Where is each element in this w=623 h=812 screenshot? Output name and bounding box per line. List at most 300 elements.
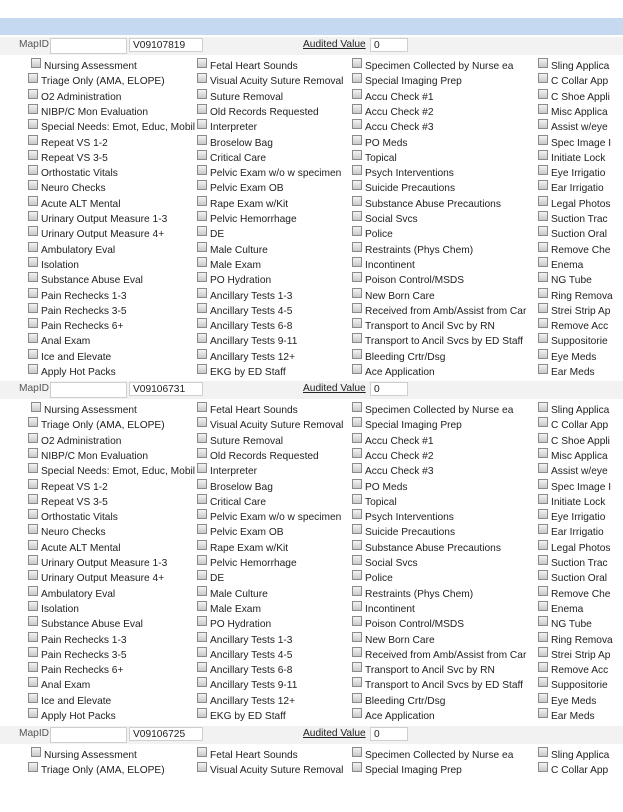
checkbox-label: Restraints (Phys Chem) — [365, 244, 474, 256]
checkbox[interactable] — [28, 333, 38, 343]
checkbox[interactable] — [28, 540, 38, 550]
checkbox[interactable] — [28, 463, 38, 473]
checkbox-label: Eye Meds — [551, 695, 597, 707]
checkbox[interactable] — [28, 448, 38, 458]
checkbox[interactable] — [28, 303, 38, 313]
checkbox[interactable] — [352, 747, 362, 757]
checkbox-label: Broselow Bag — [210, 481, 273, 493]
checkbox[interactable] — [28, 433, 38, 443]
checkbox[interactable] — [538, 349, 548, 359]
checkbox[interactable] — [538, 433, 548, 443]
checkbox[interactable] — [28, 555, 38, 565]
checkbox-label: Transport to Ancil Svc by RN — [365, 665, 495, 677]
checkbox[interactable] — [352, 89, 362, 99]
checkbox[interactable] — [28, 135, 38, 145]
checkbox[interactable] — [352, 104, 362, 114]
audited-value-field[interactable]: 0 — [370, 38, 408, 52]
checkbox[interactable] — [28, 677, 38, 687]
checkbox[interactable] — [352, 555, 362, 565]
checkbox[interactable] — [28, 104, 38, 114]
checkbox[interactable] — [197, 349, 207, 359]
checkbox[interactable] — [197, 180, 207, 190]
checkbox[interactable] — [352, 303, 362, 313]
checkbox-label: Ancillary Tests 9-11 — [210, 336, 298, 348]
checkbox[interactable] — [352, 58, 362, 68]
checkbox[interactable] — [197, 555, 207, 565]
checkbox[interactable] — [197, 150, 207, 160]
checkbox-label: Triage Only (AMA, ELOPE) — [41, 76, 165, 88]
checkbox[interactable] — [352, 318, 362, 328]
checkbox-label: Rape Exam w/Kit — [210, 542, 289, 554]
checkbox-label: Broselow Bag — [210, 137, 273, 149]
checkbox[interactable] — [352, 135, 362, 145]
checkbox[interactable] — [352, 165, 362, 175]
checkbox[interactable] — [352, 150, 362, 160]
checkbox[interactable] — [197, 448, 207, 458]
checkbox-label: Received from Amb/Assist from Car — [365, 305, 527, 317]
checkbox-label: Fetal Heart Sounds — [210, 750, 298, 761]
checkbox-label: Suppositorie — [551, 336, 608, 348]
mapid-input[interactable] — [50, 38, 127, 54]
checkbox-label: Transport to Ancil Svc by RN — [365, 321, 495, 333]
checkbox-label: Eye Irrigatio — [551, 168, 606, 180]
checkbox[interactable] — [538, 616, 548, 626]
checkbox[interactable] — [197, 693, 207, 703]
checkbox[interactable] — [197, 402, 207, 412]
checkbox[interactable] — [538, 119, 548, 129]
checkbox-label: Repeat VS 3-5 — [41, 496, 108, 508]
checkbox[interactable] — [28, 586, 38, 596]
checkbox-label: Incontinent — [365, 603, 415, 615]
checkbox-label: Topical — [365, 152, 397, 164]
checkbox-label: Ear Meds — [551, 367, 595, 378]
checkbox[interactable] — [352, 632, 362, 642]
checkbox-label: Male Exam — [210, 259, 261, 271]
checkbox-label: New Born Care — [365, 290, 435, 302]
checkbox[interactable] — [352, 257, 362, 267]
checkbox[interactable] — [28, 242, 38, 252]
checkbox-label: Substance Abuse Precautions — [365, 198, 501, 210]
checkbox[interactable] — [352, 364, 362, 374]
checkbox[interactable] — [197, 364, 207, 374]
checkbox[interactable] — [352, 479, 362, 489]
checkbox-label: Ear Meds — [551, 711, 595, 722]
visit-number-field[interactable]: V09106725 — [129, 727, 203, 741]
checkbox-label: DE — [210, 573, 225, 585]
checkbox[interactable] — [538, 196, 548, 206]
checkbox[interactable] — [538, 570, 548, 580]
checkbox[interactable] — [352, 433, 362, 443]
audited-value-label: Audited Value — [303, 728, 366, 739]
checkbox[interactable] — [538, 272, 548, 282]
mapid-label: MapID — [19, 383, 50, 394]
checkbox[interactable] — [197, 272, 207, 282]
mapid-label: MapID — [19, 39, 50, 50]
checkbox-label: Assist w/eye — [551, 122, 608, 134]
checkbox[interactable] — [28, 89, 38, 99]
checkbox-label: Social Svcs — [365, 214, 418, 225]
checkbox[interactable] — [538, 463, 548, 473]
checkbox-label: Ambulatory Eval — [41, 588, 116, 600]
checkbox[interactable] — [352, 180, 362, 190]
audited-value-label: Audited Value — [303, 39, 366, 50]
checkbox[interactable] — [538, 242, 548, 252]
checkbox[interactable] — [28, 509, 38, 519]
checkbox[interactable] — [538, 601, 548, 611]
checkbox[interactable] — [538, 58, 548, 68]
checkbox-label: Old Records Requested — [210, 106, 319, 118]
checkbox[interactable] — [28, 211, 38, 221]
checkbox[interactable] — [197, 616, 207, 626]
checkbox[interactable] — [352, 509, 362, 519]
checkbox-label: Interpreter — [210, 122, 257, 134]
checkbox[interactable] — [28, 318, 38, 328]
checkbox[interactable] — [197, 601, 207, 611]
checkbox-label: Pain Rechecks 6+ — [41, 665, 124, 677]
checkbox-label: O2 Administration — [41, 435, 122, 447]
checkbox-label: NIBP/C Mon Evaluation — [41, 450, 149, 462]
checkbox-label: Isolation — [41, 259, 79, 271]
checkbox-label: Repeat VS 3-5 — [41, 152, 108, 164]
checkbox[interactable] — [28, 601, 38, 611]
checkbox[interactable] — [28, 632, 38, 642]
checkbox-label: Ace Application — [365, 367, 435, 378]
checkbox[interactable] — [352, 288, 362, 298]
checkbox[interactable] — [352, 708, 362, 718]
checkbox[interactable] — [197, 524, 207, 534]
checkbox[interactable] — [197, 333, 207, 343]
checkbox-label: Urinary Output Measure 1-3 — [41, 214, 168, 225]
checkbox-label: Suction Oral — [551, 573, 608, 585]
checkbox[interactable] — [538, 73, 548, 83]
checkbox[interactable] — [197, 647, 207, 657]
checkbox-label: Male Exam — [210, 603, 261, 615]
checkbox[interactable] — [538, 180, 548, 190]
checkbox[interactable] — [538, 211, 548, 221]
checkbox[interactable] — [28, 494, 38, 504]
checkbox-label: Remove Che — [551, 244, 611, 256]
checkbox[interactable] — [197, 417, 207, 427]
checkbox-label: PO Meds — [365, 481, 408, 493]
checkbox-label: Pain Rechecks 3-5 — [41, 305, 127, 317]
checkbox[interactable] — [28, 417, 38, 427]
checkbox[interactable] — [538, 135, 548, 145]
checkbox-label: Ring Remova — [551, 634, 613, 646]
checkbox-label: Remove Acc — [551, 321, 609, 333]
checkbox-label: Critical Care — [210, 152, 267, 164]
checkbox-label: Ancillary Tests 6-8 — [210, 665, 293, 677]
checkbox-label: Pain Rechecks 1-3 — [41, 634, 127, 646]
checkbox-label: Initiate Lock — [551, 496, 606, 508]
checkbox-label: Special Imaging Prep — [365, 76, 462, 88]
checkbox[interactable] — [352, 540, 362, 550]
checkbox[interactable] — [538, 524, 548, 534]
checkbox[interactable] — [352, 662, 362, 672]
checkbox[interactable] — [538, 417, 548, 427]
checkbox-label: Enema — [551, 259, 584, 271]
checkbox-label: Suicide Precautions — [365, 527, 456, 539]
checkbox[interactable] — [197, 586, 207, 596]
checkbox[interactable] — [197, 509, 207, 519]
checkbox-label: Eye Meds — [551, 351, 597, 363]
checkbox-label: Accu Check #3 — [365, 122, 434, 134]
mapid-row — [0, 726, 623, 744]
checkbox-label: O2 Administration — [41, 91, 122, 103]
checkbox[interactable] — [28, 73, 38, 83]
checkbox[interactable] — [538, 555, 548, 565]
checkbox-label: Sling Applica — [551, 750, 610, 761]
checkbox[interactable] — [28, 616, 38, 626]
checkbox[interactable] — [352, 693, 362, 703]
checkbox-label: Suction Trac — [551, 558, 608, 569]
checkbox-label: Police — [365, 229, 393, 241]
checkbox[interactable] — [538, 509, 548, 519]
checkbox[interactable] — [538, 364, 548, 374]
checkbox-label: Incontinent — [365, 259, 415, 271]
checkbox[interactable] — [352, 242, 362, 252]
checkbox-label: Anal Exam — [41, 336, 91, 348]
checkbox[interactable] — [538, 303, 548, 313]
checkbox-label: Repeat VS 1-2 — [41, 137, 108, 149]
checkbox-label: Nursing Assessment — [44, 750, 137, 761]
checkbox[interactable] — [538, 662, 548, 672]
checkbox-label: Pain Rechecks 3-5 — [41, 649, 127, 661]
checkbox[interactable] — [538, 448, 548, 458]
checkbox-label: Poison Control/MSDS — [365, 275, 465, 287]
checkbox[interactable] — [538, 677, 548, 687]
checkbox[interactable] — [538, 89, 548, 99]
checkbox[interactable] — [28, 288, 38, 298]
checkbox-label: Ancillary Tests 12+ — [210, 695, 296, 707]
checkbox-label: Received from Amb/Assist from Car — [365, 649, 527, 661]
checkbox[interactable] — [28, 708, 38, 718]
checkbox[interactable] — [352, 616, 362, 626]
checkbox[interactable] — [197, 119, 207, 129]
checkbox[interactable] — [538, 494, 548, 504]
checkbox-label: Urinary Output Measure 4+ — [41, 573, 165, 585]
checkbox[interactable] — [197, 479, 207, 489]
checkbox-label: Ancillary Tests 1-3 — [210, 290, 293, 302]
checkbox-label: Ancillary Tests 4-5 — [210, 305, 293, 317]
checkbox-label: EKG by ED Staff — [210, 367, 286, 378]
checkbox[interactable] — [538, 586, 548, 596]
checkbox-label: NG Tube — [551, 619, 592, 631]
checkbox[interactable] — [197, 257, 207, 267]
checkbox[interactable] — [28, 479, 38, 489]
checkbox[interactable] — [197, 73, 207, 83]
checkbox[interactable] — [28, 762, 38, 772]
checkbox[interactable] — [28, 226, 38, 236]
checkbox[interactable] — [352, 601, 362, 611]
checkbox[interactable] — [28, 165, 38, 175]
checkbox[interactable] — [197, 632, 207, 642]
checkbox[interactable] — [352, 402, 362, 412]
checkbox[interactable] — [352, 586, 362, 596]
checkbox-label: Accu Check #1 — [365, 91, 434, 103]
checkbox[interactable] — [352, 448, 362, 458]
checkbox[interactable] — [197, 747, 207, 757]
checkbox[interactable] — [31, 402, 41, 412]
checkbox-label: Misc Applica — [551, 106, 608, 118]
checkbox-label: Enema — [551, 603, 584, 615]
mapid-input[interactable] — [50, 382, 127, 398]
checkbox[interactable] — [28, 647, 38, 657]
checkbox-label: Substance Abuse Eval — [41, 619, 143, 631]
checkbox[interactable] — [197, 196, 207, 206]
audited-value-field[interactable]: 0 — [370, 382, 408, 396]
checkbox[interactable] — [352, 196, 362, 206]
checkbox-label: Legal Photos — [551, 198, 611, 210]
checkbox[interactable] — [28, 570, 38, 580]
checkbox[interactable] — [352, 647, 362, 657]
checkbox[interactable] — [28, 150, 38, 160]
checkbox[interactable] — [352, 272, 362, 282]
mapid-input[interactable] — [50, 727, 127, 743]
checkbox-label: PO Hydration — [210, 275, 272, 287]
checkbox[interactable] — [28, 257, 38, 267]
visit-number-field[interactable]: V09106731 — [129, 382, 203, 396]
checkbox[interactable] — [28, 119, 38, 129]
checkbox-label: Pelvic Hemorrhage — [210, 558, 297, 569]
checkbox[interactable] — [538, 333, 548, 343]
checkbox[interactable] — [28, 693, 38, 703]
checkbox-label: Sling Applica — [551, 405, 610, 416]
checkbox[interactable] — [352, 463, 362, 473]
checkbox[interactable] — [538, 318, 548, 328]
checkbox-label: Bleeding Crtr/Dsg — [365, 695, 446, 707]
checkbox[interactable] — [197, 135, 207, 145]
checkbox[interactable] — [197, 211, 207, 221]
checkbox-label: Psych Interventions — [365, 512, 454, 524]
audited-value-field[interactable]: 0 — [370, 727, 408, 741]
checkbox-label: Assist w/eye — [551, 466, 608, 478]
checkbox[interactable] — [538, 288, 548, 298]
checkbox-label: Pelvic Hemorrhage — [210, 214, 297, 225]
checkbox[interactable] — [28, 180, 38, 190]
checkbox[interactable] — [197, 226, 207, 236]
checkbox-label: Ambulatory Eval — [41, 244, 116, 256]
checkbox[interactable] — [352, 349, 362, 359]
checkbox[interactable] — [352, 677, 362, 687]
checkbox[interactable] — [197, 288, 207, 298]
checkbox[interactable] — [197, 570, 207, 580]
checkbox-label: Male Culture — [210, 588, 268, 600]
checkbox-label: Urinary Output Measure 4+ — [41, 229, 165, 241]
checkbox-label: DE — [210, 229, 225, 241]
checkbox[interactable] — [538, 708, 548, 718]
checkbox[interactable] — [197, 104, 207, 114]
checkbox[interactable] — [538, 632, 548, 642]
checkbox-label: Ancillary Tests 9-11 — [210, 680, 298, 692]
checkbox[interactable] — [197, 463, 207, 473]
checkbox[interactable] — [538, 762, 548, 772]
checkbox-label: Social Svcs — [365, 558, 418, 569]
checkbox-label: Visual Acuity Suture Removal — [210, 76, 344, 88]
checkbox[interactable] — [197, 494, 207, 504]
checkbox-label: Accu Check #3 — [365, 466, 434, 478]
checkbox[interactable] — [538, 165, 548, 175]
checkbox-label: Special Imaging Prep — [365, 765, 462, 777]
checkbox-label: PO Meds — [365, 137, 408, 149]
checkbox-label: Ancillary Tests 12+ — [210, 351, 296, 363]
checkbox[interactable] — [352, 762, 362, 772]
checkbox[interactable] — [197, 242, 207, 252]
checkbox[interactable] — [538, 693, 548, 703]
checkbox[interactable] — [352, 494, 362, 504]
checkbox-label: Spec Image I — [551, 481, 612, 493]
checkbox[interactable] — [538, 747, 548, 757]
checkbox[interactable] — [197, 762, 207, 772]
checkbox[interactable] — [538, 257, 548, 267]
checkbox-label: Sling Applica — [551, 61, 610, 72]
checkbox[interactable] — [538, 647, 548, 657]
checkbox-label: Ear Irrigatio — [551, 527, 604, 539]
checkbox[interactable] — [197, 433, 207, 443]
checkbox[interactable] — [197, 165, 207, 175]
checkbox-label: EKG by ED Staff — [210, 711, 286, 722]
checkbox-label: Interpreter — [210, 466, 257, 478]
checkbox[interactable] — [31, 747, 41, 757]
checkbox[interactable] — [352, 524, 362, 534]
checkbox[interactable] — [352, 570, 362, 580]
checkbox[interactable] — [197, 540, 207, 550]
checkbox-label: Orthostatic Vitals — [41, 512, 118, 524]
checkbox[interactable] — [538, 226, 548, 236]
checkbox[interactable] — [28, 662, 38, 672]
visit-number-field[interactable]: V09107819 — [129, 38, 203, 52]
checkbox[interactable] — [197, 58, 207, 68]
checkbox[interactable] — [197, 677, 207, 687]
checkbox-label: C Shoe Appli — [551, 91, 610, 103]
checkbox[interactable] — [538, 402, 548, 412]
checkbox-label: Ancillary Tests 1-3 — [210, 634, 293, 646]
checkbox[interactable] — [31, 58, 41, 68]
checkbox[interactable] — [28, 196, 38, 206]
checkbox[interactable] — [538, 540, 548, 550]
checkbox-label: Specimen Collected by Nurse ea — [365, 405, 514, 416]
checkbox[interactable] — [352, 119, 362, 129]
checkbox-label: Accu Check #1 — [365, 435, 434, 447]
checkbox[interactable] — [352, 417, 362, 427]
checkbox[interactable] — [538, 150, 548, 160]
checkbox[interactable] — [28, 272, 38, 282]
checkbox[interactable] — [28, 524, 38, 534]
checkbox[interactable] — [197, 708, 207, 718]
checkbox-label: Neuro Checks — [41, 183, 106, 195]
checkbox[interactable] — [352, 333, 362, 343]
checkbox[interactable] — [538, 479, 548, 489]
checkbox[interactable] — [197, 303, 207, 313]
checkbox[interactable] — [538, 104, 548, 114]
checkbox-label: Fetal Heart Sounds — [210, 405, 298, 416]
checkbox[interactable] — [28, 364, 38, 374]
checkbox-label: Ear Irrigatio — [551, 183, 604, 195]
audited-value-label: Audited Value — [303, 383, 366, 394]
mapid-label: MapID — [19, 728, 50, 739]
checkbox[interactable] — [197, 662, 207, 672]
checkbox-label: Visual Acuity Suture Removal — [210, 765, 344, 777]
checkbox[interactable] — [352, 73, 362, 83]
checkbox-label: Ice and Elevate — [41, 351, 112, 363]
checkbox[interactable] — [352, 211, 362, 221]
checkbox[interactable] — [352, 226, 362, 236]
checkbox-label: Acute ALT Mental — [41, 198, 121, 210]
checkbox-label: Apply Hot Packs — [41, 711, 116, 722]
checkbox[interactable] — [28, 349, 38, 359]
checkbox-label: Suture Removal — [210, 91, 284, 103]
checkbox[interactable] — [197, 89, 207, 99]
checkbox[interactable] — [197, 318, 207, 328]
